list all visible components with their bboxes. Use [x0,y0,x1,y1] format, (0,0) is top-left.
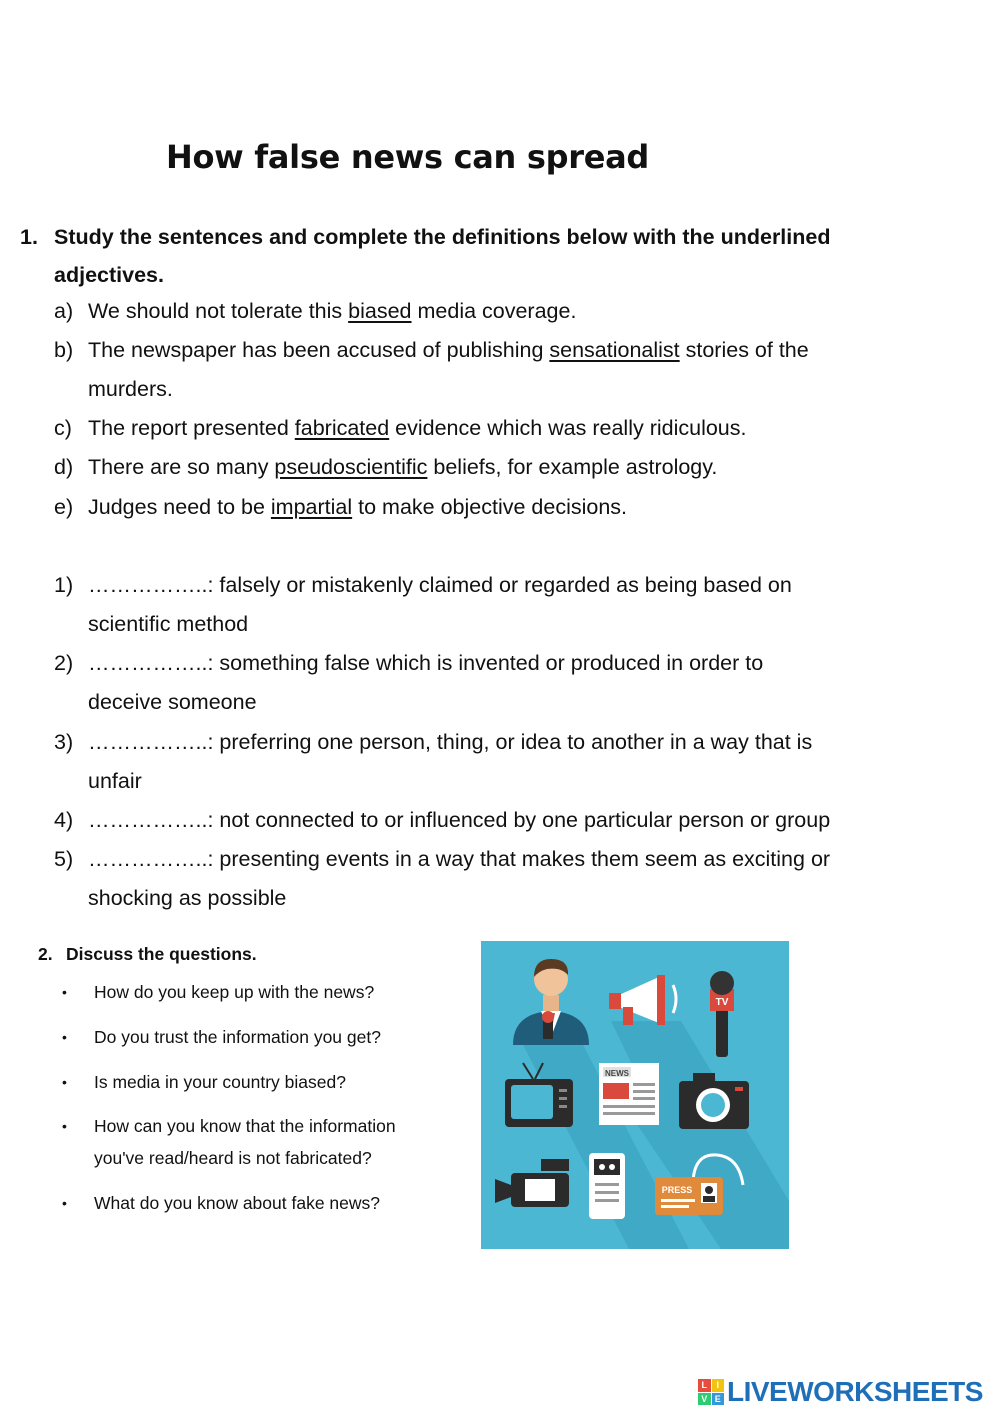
camera-icon [679,1073,749,1129]
sentence-text: We should not tolerate this [88,299,349,323]
definition-label: 5) [54,847,74,871]
discussion-question: Is media in your country biased? [94,1072,346,1092]
logo-mark-letter: E [712,1393,725,1406]
megaphone-icon [609,975,676,1025]
sentence-text: Judges need to be [88,495,271,519]
list-item [62,1110,422,1174]
definition-label: 1) [54,573,74,597]
media-illustration [481,941,789,1249]
definition-label: 2) [54,651,74,675]
definition-item [54,801,894,840]
sentence-label: c) [54,416,72,440]
list-item [62,1066,422,1098]
definition-item [54,723,894,801]
discussion-question: How do you keep up with the news? [94,982,375,1002]
definition-text: : something false which is invented or produced in order to deceive someone [88,651,764,714]
newspaper-icon [599,1063,659,1125]
discussion-question: How can you know that the information you've read/heard is not fabricated? [94,1116,396,1168]
logo-mark-icon [698,1379,724,1405]
sentence-text: The newspaper has been accused of publishing [88,338,550,362]
bullet-icon: • [62,1074,67,1090]
sentence-text: to make objective decisions. [352,495,628,519]
answer-blank[interactable]: …………….. [88,730,208,754]
answer-blank[interactable]: …………….. [88,847,208,871]
bullet-icon: • [62,984,67,1000]
discussion-question: What do you know about fake news? [94,1193,381,1213]
answer-blank[interactable]: …………….. [88,573,208,597]
discussion-question: Do you trust the information you get? [94,1027,381,1047]
underlined-adjective: impartial [270,495,353,519]
instruction-line-1: Study the sentences and complete the definitions below with the underlined [54,225,831,249]
sentence-label: e) [54,495,74,519]
bullet-icon: • [62,1118,67,1134]
page-title: How false news can spread [166,138,650,176]
bullet-icon: • [62,1029,67,1045]
tv-label: TV [715,997,729,1008]
definition-item [54,644,894,722]
sentence-text: evidence which was really ridiculous. [389,416,747,440]
sentence-item [54,448,884,487]
answer-blank[interactable]: …………….. [88,808,208,832]
instruction-line-2: adjectives. [54,263,164,287]
microphone-icon [710,971,734,1057]
logo-mark-letter: L [698,1379,711,1392]
definition-item [54,566,894,644]
bullet-icon: • [62,1195,67,1211]
sentence-label: a) [54,299,74,323]
news-label: NEWS [605,1069,629,1078]
underlined-adjective: fabricated [294,416,390,440]
sentence-item [54,331,884,409]
definition-label: 4) [54,808,74,832]
sentence-item [54,409,884,448]
sentence-label: b) [54,338,74,362]
sentence-label: d) [54,455,74,479]
press-label: PRESS [661,1185,693,1195]
definition-text: : preferring one person, thing, or idea to another in a way that is unfair [88,730,813,793]
sentence-text: beliefs, for example astrology. [427,455,718,479]
sentence-text: The report presented [88,416,295,440]
question-1-instruction [20,218,900,294]
liveworksheets-logo[interactable] [698,1376,983,1408]
question-2-text: Discuss the questions. [66,944,257,964]
sentence-text: media coverage. [411,299,577,323]
recorder-icon [589,1153,625,1219]
answer-blank[interactable]: …………….. [88,651,208,675]
definition-item [54,840,894,918]
logo-text: LIVEWORKSHEETS [727,1376,983,1407]
logo-mark-letter: V [698,1393,711,1406]
sentence-text: There are so many [88,455,275,479]
video-camera-icon [495,1159,569,1207]
question-1-number: 1. [20,225,38,249]
definition-text: : falsely or mistakenly claimed or regarded as being based on scientific method [88,573,792,636]
list-item [62,1187,422,1219]
question-2-number: 2. [38,944,53,964]
definition-text: : not connected to or influenced by one particular person or group [207,808,831,832]
list-item [62,976,422,1008]
underlined-adjective: biased [348,299,412,323]
sentence-text: stories of the murders. [88,338,809,401]
underlined-adjective: sensationalist [549,338,680,362]
question-2-instruction [38,944,257,965]
list-item [62,1021,422,1053]
underlined-adjective: pseudoscientific [274,455,428,479]
definition-text: : presenting events in a way that makes them seem as exciting or shocking as possible [88,847,831,910]
reporter-icon [513,959,589,1045]
sentence-item [54,292,884,331]
logo-mark-letter: I [712,1379,725,1392]
definition-label: 3) [54,730,74,754]
sentence-item [54,488,884,527]
